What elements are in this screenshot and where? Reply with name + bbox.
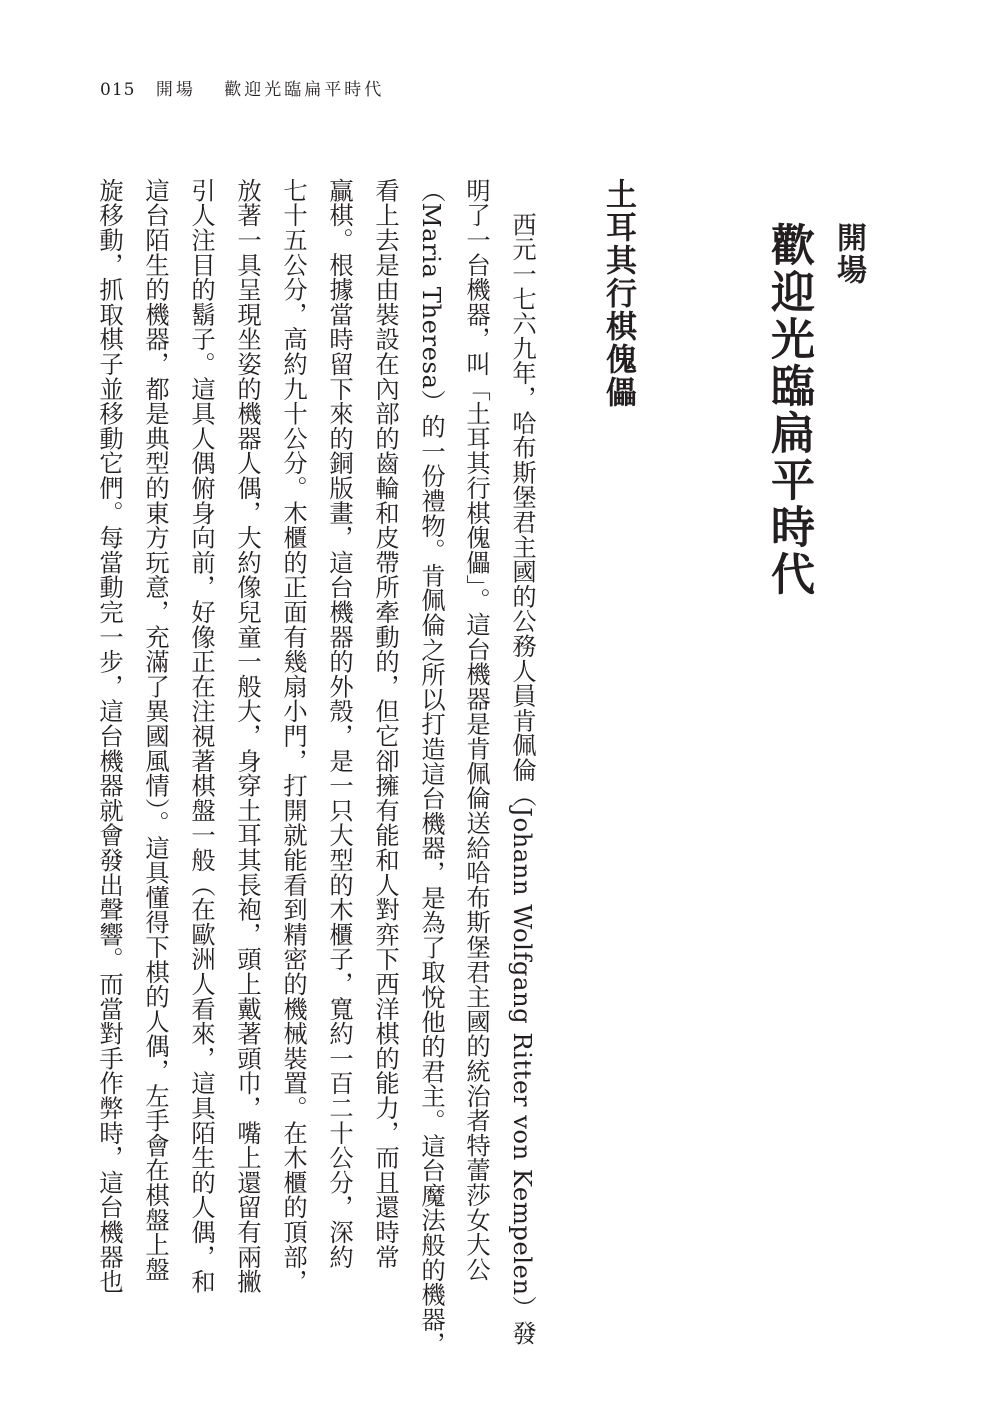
body-line-10: 旋移動，抓取棋子並移動它們。每當動完一步，這台機器就會發出聲響。而當對手作弊時，這台機器也 <box>95 178 124 1294</box>
chapter-label: 開場 <box>831 222 866 286</box>
body-line-9: 這台陌生的機器，都是典型的東方玩意，充滿了異國風情）。這具懂得下棋的人偶，左手會在棋盤上盤 <box>141 178 170 1282</box>
running-head-chapter-label: 開場 <box>155 80 196 100</box>
body-line-3: （Maria Theresa）的一份禮物。肯佩倫之所以打造這台機器，是為了取悅他的君主。這台魔法般的機器， <box>417 178 446 1357</box>
body-line-2: 明了一台機器，叫「土耳其行棋傀儡」。這台機器是肯佩倫送給哈布斯堡君主國的統治者特蕾莎女大公 <box>462 178 491 1282</box>
body-line-5: 贏棋。根據當時留下來的銅版畫，這台機器的外殼，是一只大型的木櫃子，寬約一百二十公分，深約 <box>325 178 354 1270</box>
page-number: 015 <box>100 80 136 100</box>
running-head-chapter-name: 歡迎光臨扁平時代 <box>224 80 385 100</box>
chapter-title: 歡迎光臨扁平時代 <box>763 222 814 598</box>
body-line-4: 看上去是由裝設在內部的齒輪和皮帶所牽動的，但它卻擁有能和人對弈下西洋棋的能力，而且還時常 <box>371 178 400 1270</box>
body-line-1: 西元一七六九年，哈布斯堡君主國的公務人員肯佩倫（Johann Wolfgang Ritter von Kempelen）發 <box>508 212 537 1346</box>
body-line-7: 放著一具呈現坐姿的機器人偶，大約像兒童一般大，身穿土耳其長袍，頭上戴著頭巾，嘴上還留有兩撇 <box>233 178 262 1294</box>
body-line-8: 引人注目的鬍子。這具人偶俯身向前，好像正在注視著棋盤一般（在歐洲人看來，這具陌生的人偶，和 <box>187 178 216 1294</box>
section-title: 土耳其行棋傀儡 <box>600 178 636 409</box>
running-head <box>100 78 384 102</box>
body-line-6: 七十五公分，高約九十公分。木櫃的正面有幾扇小門，打開就能看到精密的機械裝置。在木櫃的頂部， <box>279 178 308 1294</box>
